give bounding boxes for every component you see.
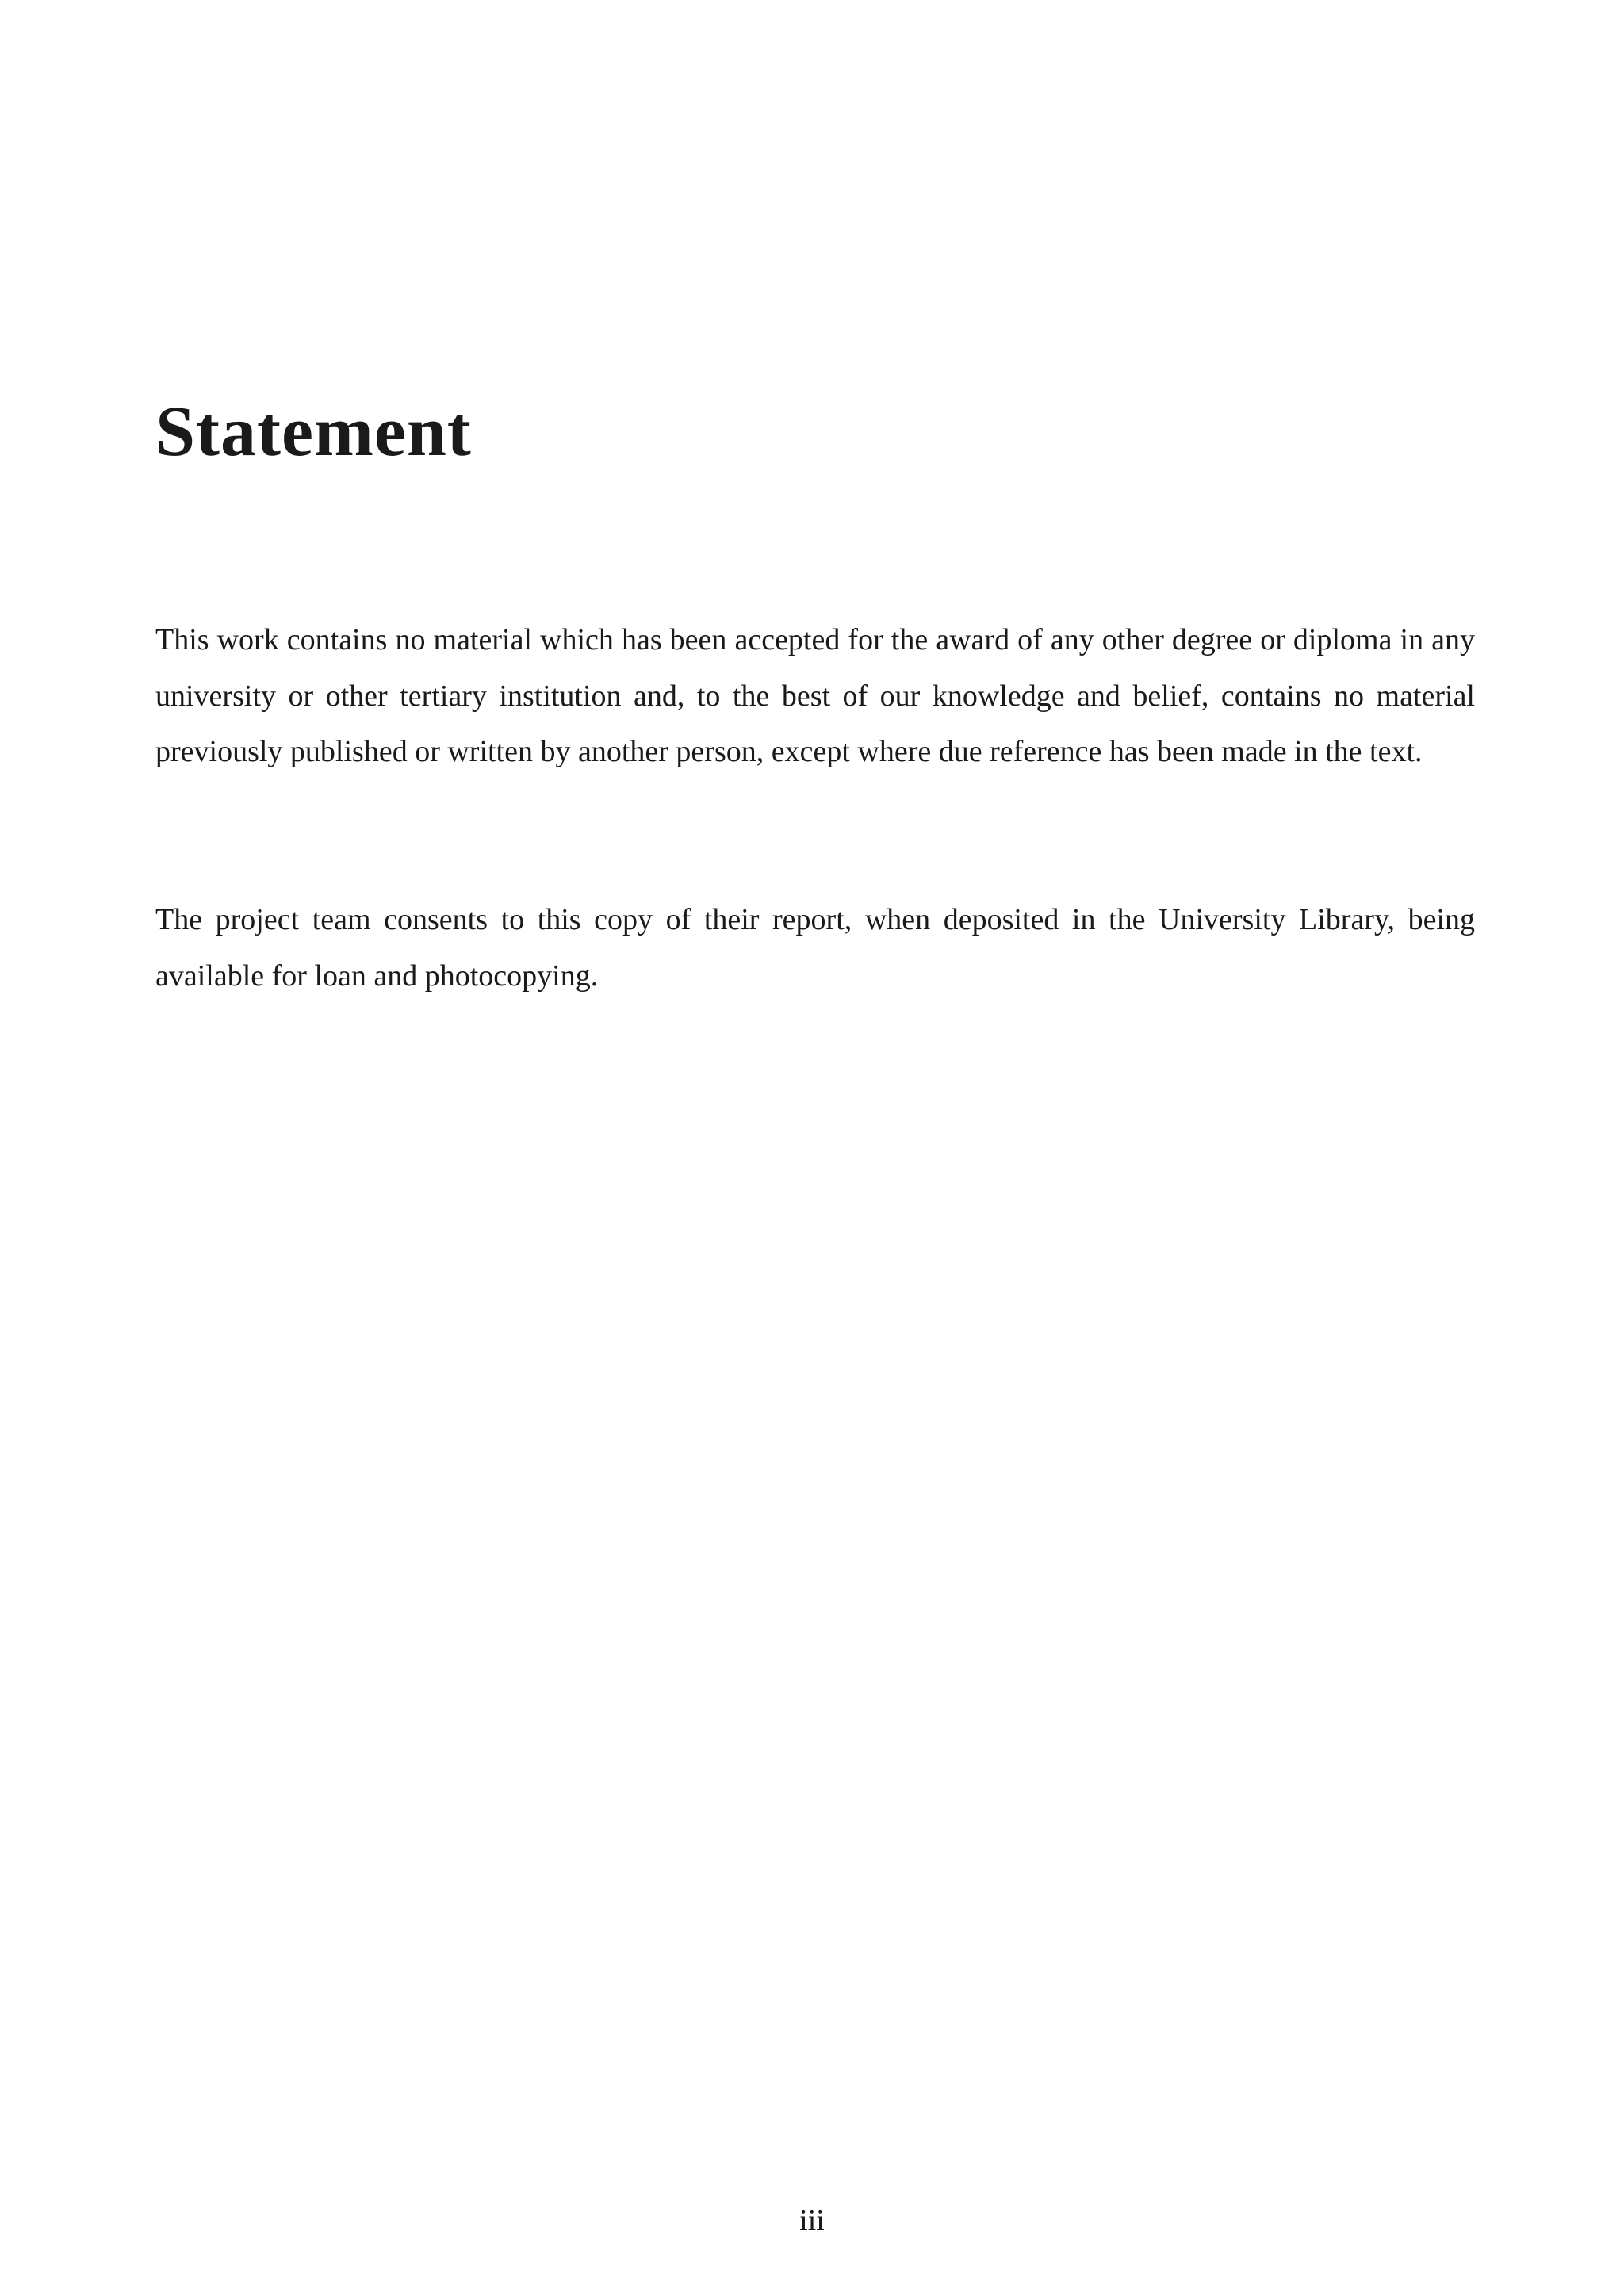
page-title: Statement (155, 392, 472, 471)
page-number: iii (799, 2204, 825, 2237)
statement-paragraph-consent: The project team consents to this copy of their report, when deposited in the University Library, being available for loan and photocopying. (155, 903, 1475, 993)
statement-paragraph-originality: This work contains no material which has been accepted for the award of any other degree or diploma in any university or other tertiary institution and, to the best of our knowledge and belief, contains no material previously published or written by another person, except where due reference has been made in the text. (155, 623, 1475, 768)
